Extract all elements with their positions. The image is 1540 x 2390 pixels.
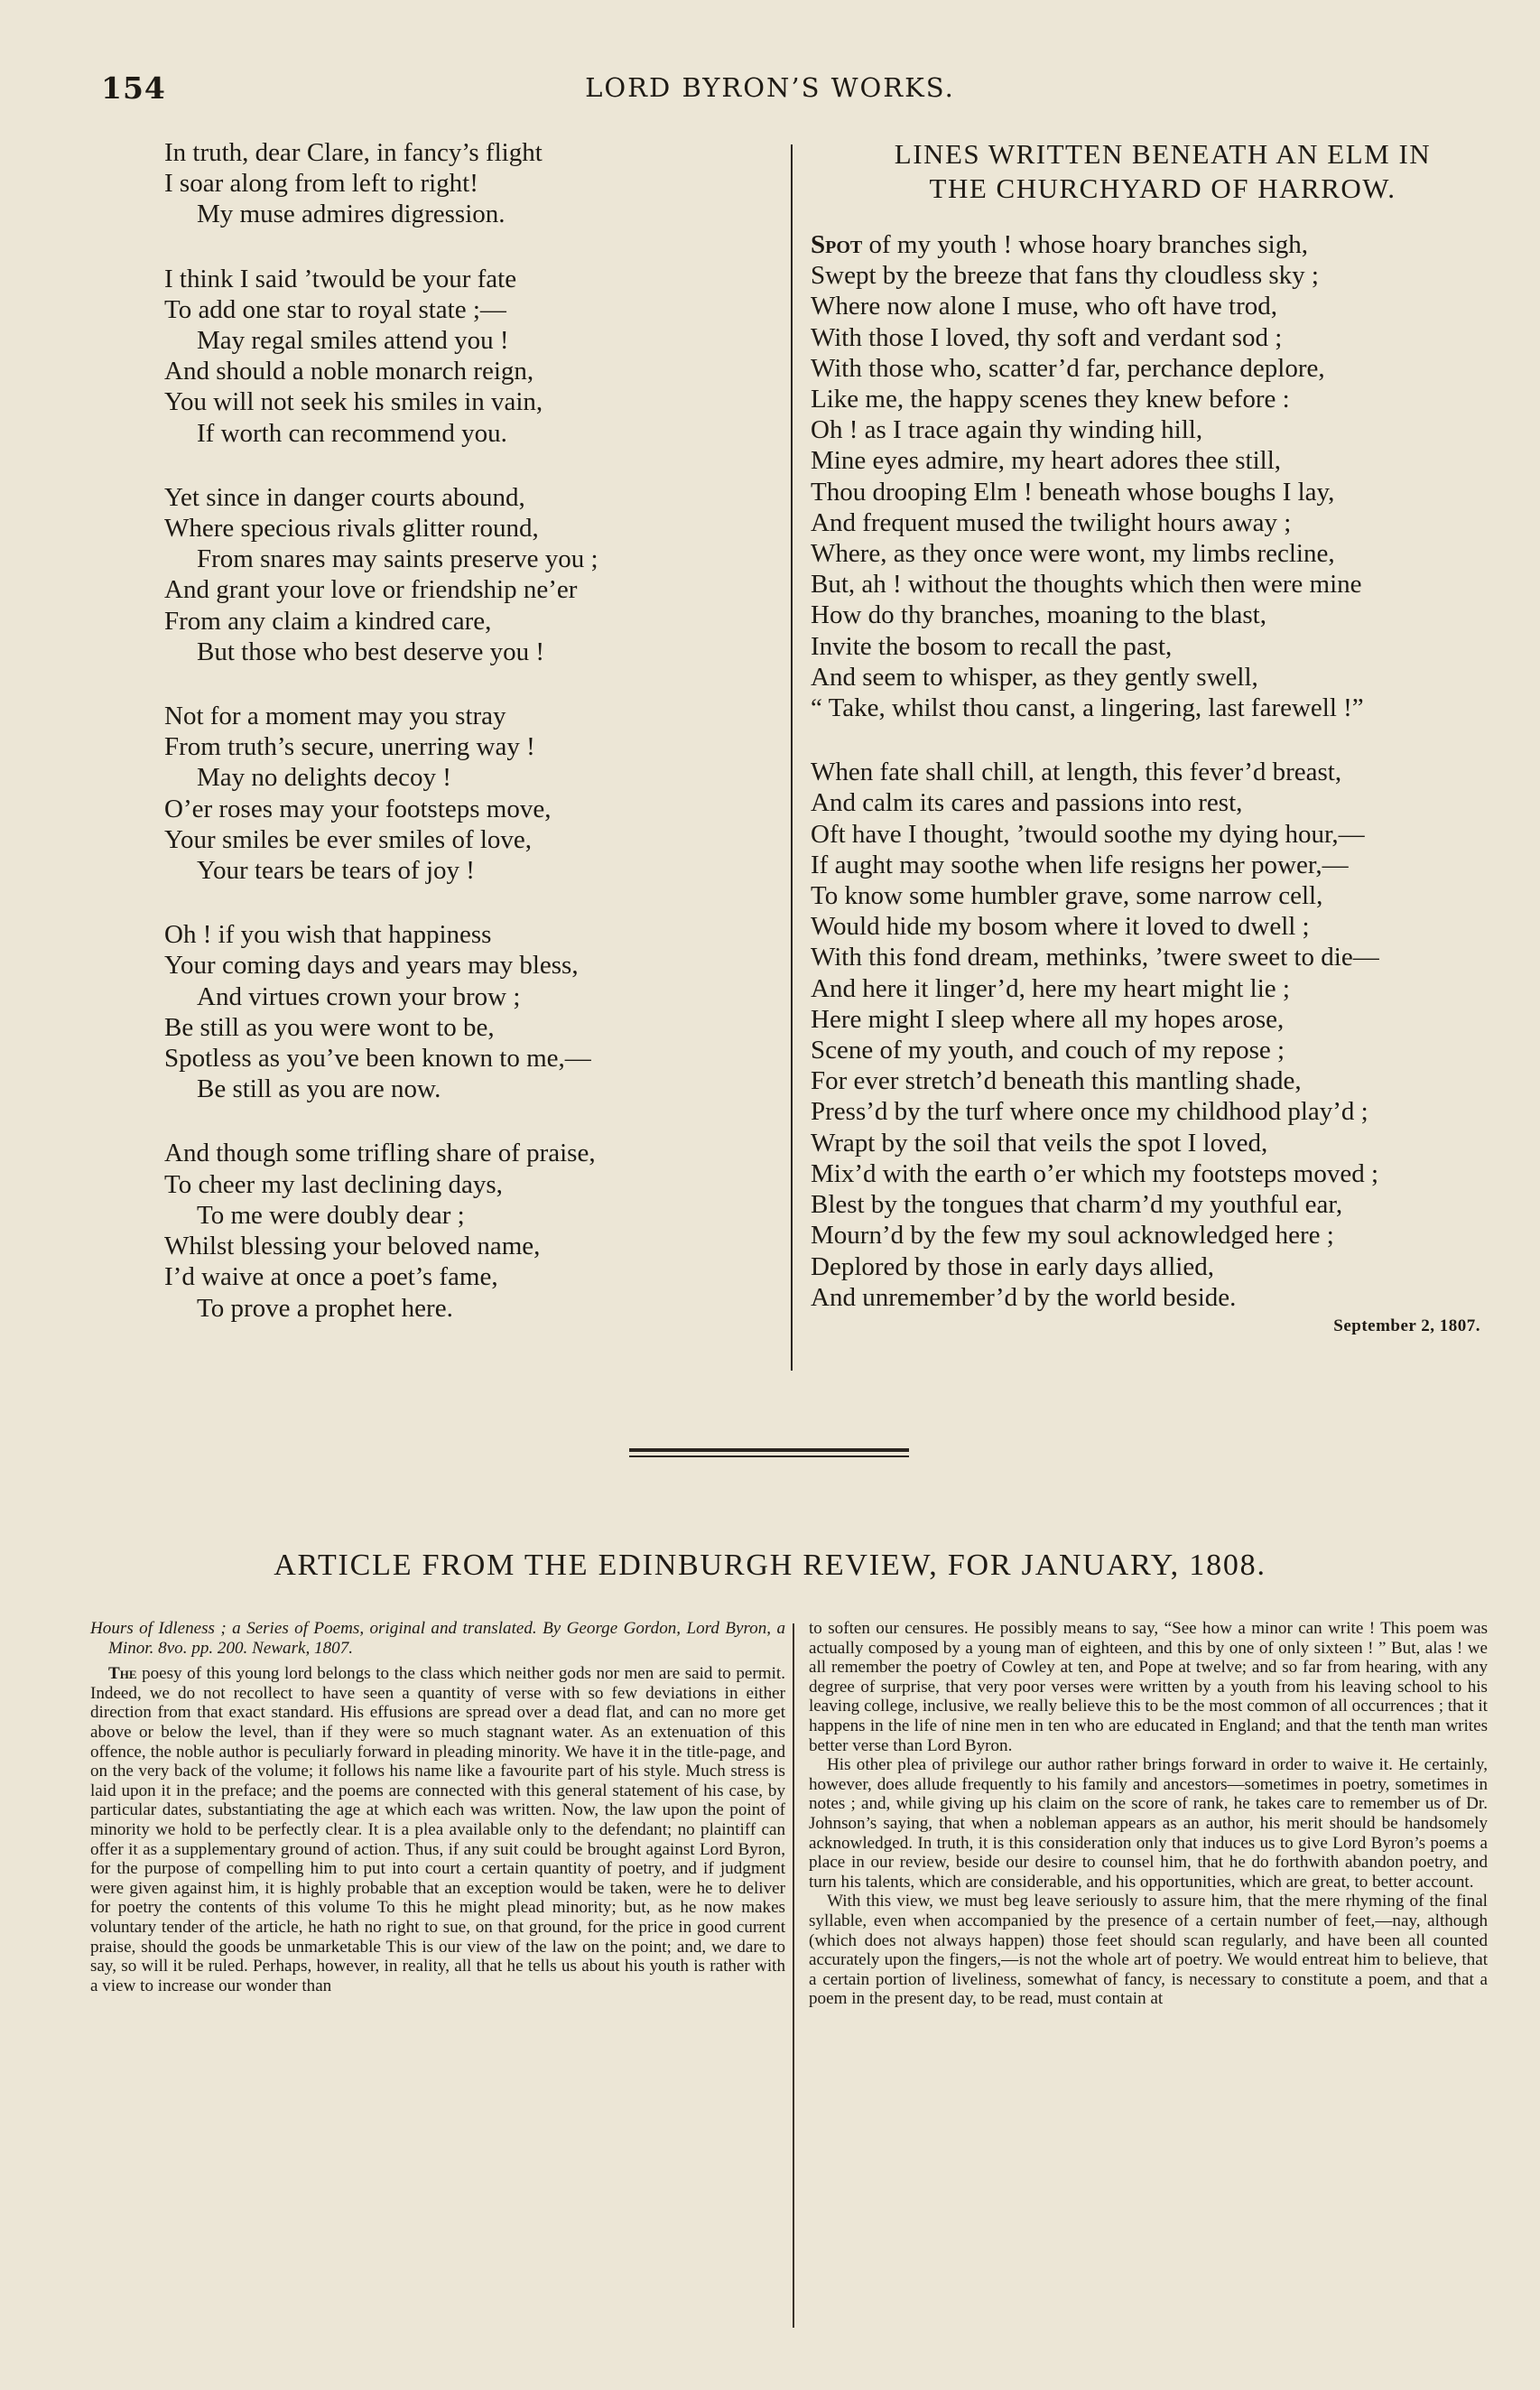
verse-line: [811, 229, 1497, 260]
verse-line: Swept by the breeze that fans thy cloudless sky ;: [811, 261, 1319, 291]
verse-line: Your coming days and years may bless,: [164, 951, 579, 981]
verse-line: May regal smiles attend you !: [197, 326, 509, 356]
rule-thick: [629, 1448, 909, 1452]
poem-title-line: THE CHURCHYARD OF HARROW.: [929, 172, 1396, 204]
verse-line: When fate shall chill, at length, this fever’d breast,: [811, 758, 1342, 787]
verse-line: Your smiles be ever smiles of love,: [164, 824, 533, 854]
verse-line: Mine eyes admire, my heart adores thee still,: [811, 446, 1282, 476]
verse-line: Be still as you were wont to be,: [164, 1012, 495, 1042]
verse-line: I think I said ’twould be your fate: [164, 264, 517, 293]
verse-line: From any claim a kindred care,: [164, 606, 492, 636]
verse-line: With those who, scatter’d far, perchance deplore,: [811, 353, 1325, 383]
verse-line: Deplored by those in early days allied,: [811, 1251, 1214, 1281]
stanza-2: [164, 264, 760, 449]
opening-line-rest: of my youth ! whose hoary branches sigh,: [862, 230, 1308, 259]
opening-word: Spot: [811, 230, 863, 259]
verse-line: Whilst blessing your beloved name,: [164, 1232, 541, 1261]
verse-line: To prove a prophet here.: [197, 1293, 453, 1323]
verse-line: But, ah ! without the thoughts which then were mine: [811, 570, 1362, 600]
verse-line: To cheer my last declining days,: [164, 1169, 503, 1199]
poem-title: [811, 137, 1497, 206]
verse-line: To add one star to royal state ;—: [164, 294, 506, 324]
article-paragraph: With this view, we must beg leave seriously to assure him, that the mere rhyming of the final syllable, even when accompanied by the presence of a certain number of feet,—nay, although (which does not always happen) those feet should scan regularly, and have been all counted accurately upon the fingers,—is not the whole art of poetry. We would entreat him to believe, that a certain portion of liveliness, somewhat of fancy, is necessary to constitute a poem, and that a poem in the present day, to be read, must contain at: [809, 1892, 1488, 2009]
stanza-1: [164, 137, 760, 230]
article-paragraph: [90, 1664, 785, 1995]
verse-line: Where specious rivals glitter round,: [164, 514, 539, 544]
rule-thin: [629, 1455, 909, 1457]
verse-line: Oh ! as I trace again thy winding hill,: [811, 415, 1203, 445]
verse-line: How do thy branches, moaning to the blast,: [811, 600, 1266, 630]
verse-line: If worth can recommend you.: [197, 418, 507, 448]
verse-line: Scene of my youth, and couch of my repose ;: [811, 1036, 1285, 1065]
verse-line: Mix’d with the earth o’er which my footsteps moved ;: [811, 1158, 1379, 1188]
verse-line: And though some trifling share of praise,: [164, 1139, 596, 1168]
verse-line: Your tears be tears of joy !: [197, 856, 475, 886]
poem-right: [811, 137, 1497, 1336]
verse-line: “ Take, whilst thou canst, a lingering, last farewell !”: [811, 693, 1364, 723]
verse-line: And seem to whisper, as they gently swell,: [811, 662, 1258, 692]
verse-line: Not for a moment may you stray: [164, 702, 506, 731]
stanza-4: [164, 701, 760, 886]
verse-line: Where now alone I muse, who oft have trod,: [811, 292, 1278, 321]
section-rule: [629, 1448, 909, 1457]
article-paragraph: to soften our censures. He possibly means to say, “See how a minor can write ! This poem was actually composed by a young man of eighteen, and this by one of only sixteen ! ” But, alas ! we all remember the poetry of Cowley at ten, and Pope at twelve; and so far from hearing, with any degree of surprise, that very poor verses were written by a youth from his leaving school to his leaving college, inclusive, we really believe this to be the most common of all occurrences ; that it happens in the life of nine men in ten who are educated in England; and that the tenth man writes better verse than Lord Byron.: [809, 1619, 1488, 1755]
verse-line: In truth, dear Clare, in fancy’s flight: [164, 138, 543, 167]
running-title: LORD BYRON’S WORKS.: [585, 72, 955, 103]
article-title: ARTICLE FROM THE EDINBURGH REVIEW, FOR JANUARY, 1808.: [274, 1548, 1266, 1582]
verse-line: Oh ! if you wish that happiness: [164, 920, 492, 950]
column-divider: [791, 144, 793, 1371]
verse-line: To me were doubly dear ;: [197, 1200, 465, 1230]
verse-line: My muse admires digression.: [197, 200, 506, 229]
article-column-left: [90, 1619, 785, 1995]
article-citation: Hours of Idleness ; a Series of Poems, original and translated. By George Gordon, Lord Byron, a Minor. 8vo. pp. 200. Newark, 1807.: [90, 1619, 785, 1658]
verse-line: Like me, the happy scenes they knew before :: [811, 385, 1290, 414]
stanza-6: [164, 1138, 760, 1323]
verse-line: Blest by the tongues that charm’d my youthful ear,: [811, 1190, 1343, 1220]
verse-line: May no delights decoy !: [197, 763, 451, 793]
verse-line: I’d waive at once a poet’s fame,: [164, 1262, 498, 1292]
stanza-5: [164, 919, 760, 1104]
verse-line: To know some humbler grave, some narrow cell,: [811, 881, 1323, 911]
verse-line: You will not seek his smiles in vain,: [164, 387, 543, 417]
verse-line: From truth’s secure, unerring way !: [164, 732, 535, 762]
verse-line: Here might I sleep where all my hopes arose,: [811, 1004, 1285, 1034]
elm-stanza-1: [811, 229, 1497, 723]
verse-line: Mourn’d by the few my soul acknowledged here ;: [811, 1221, 1334, 1251]
paragraph-text: poesy of this young lord belongs to the class which neither gods nor men are said to permit. Indeed, we do not recollect to have seen a quantity of verse with so few deviations in either direction from that exact standard. His effusions are spread over a dead flat, and can no more get above or below the level, than if they were so much stagnant water. As an extenuation of this offence, the noble author is peculiarly forward in pleading minority. We have it in the title-page, and on the very back of the volume; it follows his name like a favourite part of his style. Much stress is laid upon it in the preface; and the poems are connected with this general statement of his case, by particular dates, substantiating the age at which each was written. Now, the law upon the point of minority we hold to be perfectly clear. It is a plea available only to the defendant; no plaintiff can offer it as a supplementary ground of action. Thus, if any suit could be brought against Lord Byron, for the purpose of compelling him to put into court a certain quantity of poetry, and if judgment were given against him, it is highly probable that an exception would be taken, were he to deliver for poetry the contents of this volume To this he might plead minority; but, as he now makes voluntary tender of the article, he hath no right to sue, on that ground, for the price in good current praise, should the goods be unmarketable This is our view of the law on the point; and, we dare to say, so will it be ruled. Perhaps, however, in reality, all that he tells us about his youth is rather with a view to increase our wonder than: [90, 1664, 785, 1995]
article-column-right: [809, 1619, 1488, 2009]
stanza-3: [164, 482, 760, 667]
verse-line: Would hide my bosom where it loved to dwell ;: [811, 912, 1310, 942]
verse-line: And here it linger’d, here my heart might lie ;: [811, 973, 1290, 1003]
verse-line: Where, as they once were wont, my limbs recline,: [811, 539, 1335, 569]
verse-line: Be still as you are now.: [197, 1074, 441, 1104]
verse-line: But those who best deserve you !: [197, 637, 544, 666]
verse-line: And unremember’d by the world beside.: [811, 1282, 1237, 1312]
verse-line: O’er roses may your footsteps move,: [164, 794, 552, 823]
article-paragraph: His other plea of privilege our author rather brings forward in order to waive it. He certainly, however, does allude frequently to his family and ancestors—sometimes in poetry, sometimes in notes ; and, while giving up his claim on the score of rank, he takes care to remember us of Dr. Johnson’s saying, that when a nobleman appears as an author, his merit should be handsomely acknowledged. In truth, it is this consideration only that induces us to give Lord Byron’s poems a place in our review, beside our desire to counsel him, that he do forthwith abandon poetry, and turn his talents, which are considerable, and his opportunities, which are great, to better account.: [809, 1755, 1488, 1892]
article-column-divider: [793, 1623, 794, 2328]
verse-line: And calm its cares and passions into rest,: [811, 788, 1243, 818]
verse-line: With this fond dream, methinks, ’twere sweet to die—: [811, 943, 1379, 972]
verse-line: Spotless as you’ve been known to me,—: [164, 1044, 591, 1074]
verse-line: With those I loved, thy soft and verdant sod ;: [811, 322, 1283, 352]
verse-line: Press’d by the turf where once my childhood play’d ;: [811, 1097, 1368, 1127]
verse-line: Oft have I thought, ’twould soothe my dying hour,—: [811, 819, 1365, 849]
poem-date: September 2, 1807.: [1333, 1316, 1480, 1335]
running-head: [0, 70, 1540, 125]
verse-line: And virtues crown your brow ;: [197, 981, 521, 1011]
verse-line: If aught may soothe when life resigns her power,—: [811, 850, 1349, 879]
poem-left: [164, 137, 760, 1357]
poem-title-line: LINES WRITTEN BENEATH AN ELM IN: [894, 138, 1432, 170]
verse-line: Invite the bosom to recall the past,: [811, 631, 1173, 661]
verse-line: And should a noble monarch reign,: [164, 357, 534, 386]
verse-line: For ever stretch’d beneath this mantling shade,: [811, 1066, 1302, 1096]
paragraph-lead: The: [108, 1664, 137, 1684]
verse-line: Yet since in danger courts abound,: [164, 482, 525, 512]
verse-line: Wrapt by the soil that veils the spot I loved,: [811, 1128, 1268, 1158]
verse-line: And grant your love or friendship ne’er: [164, 575, 578, 605]
verse-line: From snares may saints preserve you ;: [197, 544, 598, 574]
verse-line: Thou drooping Elm ! beneath whose boughs I lay,: [811, 477, 1335, 507]
page-number: 154: [101, 70, 166, 106]
elm-stanza-2: [811, 757, 1497, 1313]
verse-line: I soar along from left to right!: [164, 169, 478, 199]
verse-line: And frequent mused the twilight hours away ;: [811, 507, 1292, 537]
